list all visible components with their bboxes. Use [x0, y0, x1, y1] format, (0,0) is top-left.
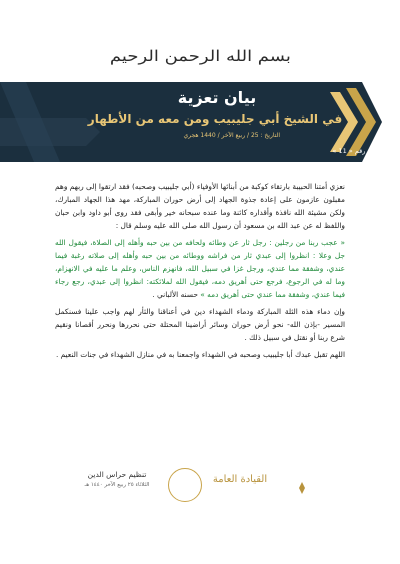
- organization-name: تنظيم حراس الدين: [87, 470, 147, 479]
- paragraph-intro: نعزي أمتنا الحبيبة بارتقاء كوكبة من أبنائها الأوفياء (أبي جليبيب وصحبه) فقد ارتقوا إلى ربهم وهم مقبلون عازمون على إعادة جذوة الجهاد إلى أرض حوران المباركة، مهد هذا الجهاد المبارك، ولكن مشيئة الله نافذة وأقداره كائنة وما عنده سبحانه خير وأبقى فقد روى أبو داود وابن حبان واللفظ له عن عبد الله بن مسعود أن رسول الله صلى الله عليه وسلم قال :: [55, 182, 345, 230]
- basmala-calligraphy: [109, 38, 291, 74]
- statement-body: [55, 180, 345, 365]
- crescent-emblem-icon: [282, 468, 322, 508]
- closing-prayer: اللهم تقبل عبدك أبا جليبيب وصحبه في الشهداء واجمعنا به في منازل الشهداء في جنات النعيم .: [55, 350, 345, 359]
- signature-block: [72, 470, 162, 488]
- basmala-text: بسم الله الرحمن الرحيم: [109, 47, 291, 65]
- general-command-logo: القيادة العامة: [212, 474, 268, 485]
- footer-date: الثلاثاء ٢٥ ربيع الآخر ١٤٤٠ هـ: [84, 482, 150, 488]
- hadith-grading: حسنه الألباني .: [152, 290, 201, 299]
- seal-logo: [168, 468, 202, 502]
- hadith-paragraph: [55, 236, 345, 301]
- paragraph-vow: وإن دماء هذه الثلة المباركة ودماء الشهداء دين في أعناقنا والثأر لهم واجب علينا فسنكمل المسير -بإذن الله- نحو أرض حوران وسائر أراضينا المحتلة حتى نحررها ونحرر أقصانا ونقيم شرع ربنا أو نقتل في سبيل ذلك .: [55, 307, 345, 342]
- crescent-emblem-graphic: [282, 468, 322, 508]
- statement-subtitle: في الشيخ أبي جليبيب ومن معه من الأطهار: [87, 112, 343, 126]
- statement-title: بيان تعزية: [177, 88, 257, 107]
- statement-date: التاريخ : 25 / ربيع الآخر / 1440 هجري: [183, 132, 280, 139]
- emblem-mark: [299, 482, 305, 494]
- statement-number: بيان رقم « 11 »: [332, 147, 378, 155]
- hadith-quote: « عجب ربنا من رجلين : رجل ثار عن وطائه ولحافه من بين حبه وأهله إلى الصلاة، فيقول الله جل وعلا : انظروا إلى عبدي ثار من فراشه ووطائه من بين حبه وأهله إلى صلاته رغبة فيما عندي، وشفقة مما عندي، ورجل غزا في سبيل الله، فانهزم الناس، وعلم ما عليه في الانهزام، وما له في الرجوع، فرجع حتى أهريق دمه، فيقول الله لملائكته: انظروا إلى عبدي، رجع رجاء فيما عندي، وشفقة مما عندي حتى أهريق دمه »: [55, 238, 345, 299]
